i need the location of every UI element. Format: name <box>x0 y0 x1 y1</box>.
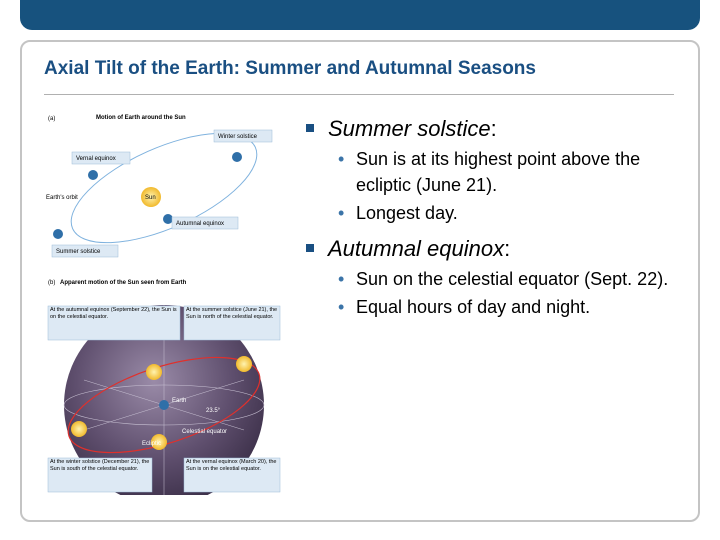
autumnal-caption-text: At the autumnal equinox (September 22), the Sun is on the celestial equator. <box>50 307 177 320</box>
summer-solstice-label: Summer solstice <box>56 249 101 255</box>
bullet-text <box>328 234 510 264</box>
winter-caption-text: At the winter solstice (December 21), the Sun is south of the celestial equator. <box>50 459 150 472</box>
title-divider <box>44 94 674 95</box>
earth-icon <box>159 400 169 410</box>
sub-bullet-text: Equal hours of day and night. <box>356 297 591 317</box>
bullet-colon: : <box>504 236 511 261</box>
ecliptic-label: Ecliptic <box>142 441 162 447</box>
sub-bullet-text: Sun is at its highest point above the ecliptic (June 21). <box>356 149 641 195</box>
header-bar <box>20 0 700 30</box>
vernal-caption <box>186 459 278 491</box>
sun-label: Sun <box>145 195 156 201</box>
bullet-list <box>306 108 686 320</box>
sub-bullet-dot-icon: • <box>338 269 345 289</box>
earth-autumnal-icon <box>163 214 173 224</box>
summer-caption <box>186 307 278 339</box>
seasons-figure <box>44 100 284 495</box>
bullet-text <box>328 114 497 144</box>
panel-a-letter: (a) <box>48 116 56 122</box>
slide-title: Axial Tilt of the Earth: Summer and Autumnal Seasons <box>44 58 536 79</box>
sub-bullet <box>338 200 686 226</box>
angle-label: 23.5° <box>206 408 221 414</box>
bullet-heading: Autumnal equinox <box>328 236 505 261</box>
earth-winter-icon <box>232 152 242 162</box>
sun-winter-icon <box>71 421 87 437</box>
earths-orbit-label: Earth's orbit <box>46 195 78 201</box>
autumnal-equinox-label: Autumnal equinox <box>176 221 225 227</box>
panel-b-letter: (b) <box>48 280 56 286</box>
bullet-autumnal-equinox <box>306 234 686 264</box>
earth-label: Earth <box>172 398 187 404</box>
sub-bullet-dot-icon: • <box>338 203 345 223</box>
bullet-colon: : <box>490 116 497 141</box>
earth-summer-icon <box>53 229 63 239</box>
sub-bullet-dot-icon: • <box>338 297 345 317</box>
sub-bullet <box>338 294 686 320</box>
vernal-caption-text: At the vernal equinox (March 20), the Sun is on the celestial equator. <box>186 459 277 472</box>
bullet-summer-solstice <box>306 114 686 144</box>
sub-bullet-text: Sun on the celestial equator (Sept. 22). <box>356 269 669 289</box>
sun-summer-icon <box>146 364 162 380</box>
summer-caption-text: At the summer solstice (June 21), the Sun is north of the celestial equator. <box>186 307 278 320</box>
autumnal-caption <box>50 307 178 339</box>
vernal-equinox-label: Vernal equinox <box>76 156 116 162</box>
sub-bullet <box>338 146 686 198</box>
sub-bullet <box>338 266 686 292</box>
bullet-heading: Summer solstice <box>328 116 491 141</box>
bullet-square-icon <box>306 244 314 252</box>
sub-bullet-dot-icon: • <box>338 149 345 169</box>
bullet-square-icon <box>306 124 314 132</box>
sun-vernal-icon <box>236 356 252 372</box>
winter-caption <box>50 459 150 491</box>
winter-solstice-label: Winter solstice <box>218 134 258 140</box>
celestial-equator-label: Celestial equator <box>182 429 228 435</box>
panel-b-title: Apparent motion of the Sun seen from Earth <box>60 280 187 286</box>
panel-a-title: Motion of Earth around the Sun <box>96 115 186 121</box>
earth-vernal-icon <box>88 170 98 180</box>
sub-bullet-text: Longest day. <box>356 203 458 223</box>
